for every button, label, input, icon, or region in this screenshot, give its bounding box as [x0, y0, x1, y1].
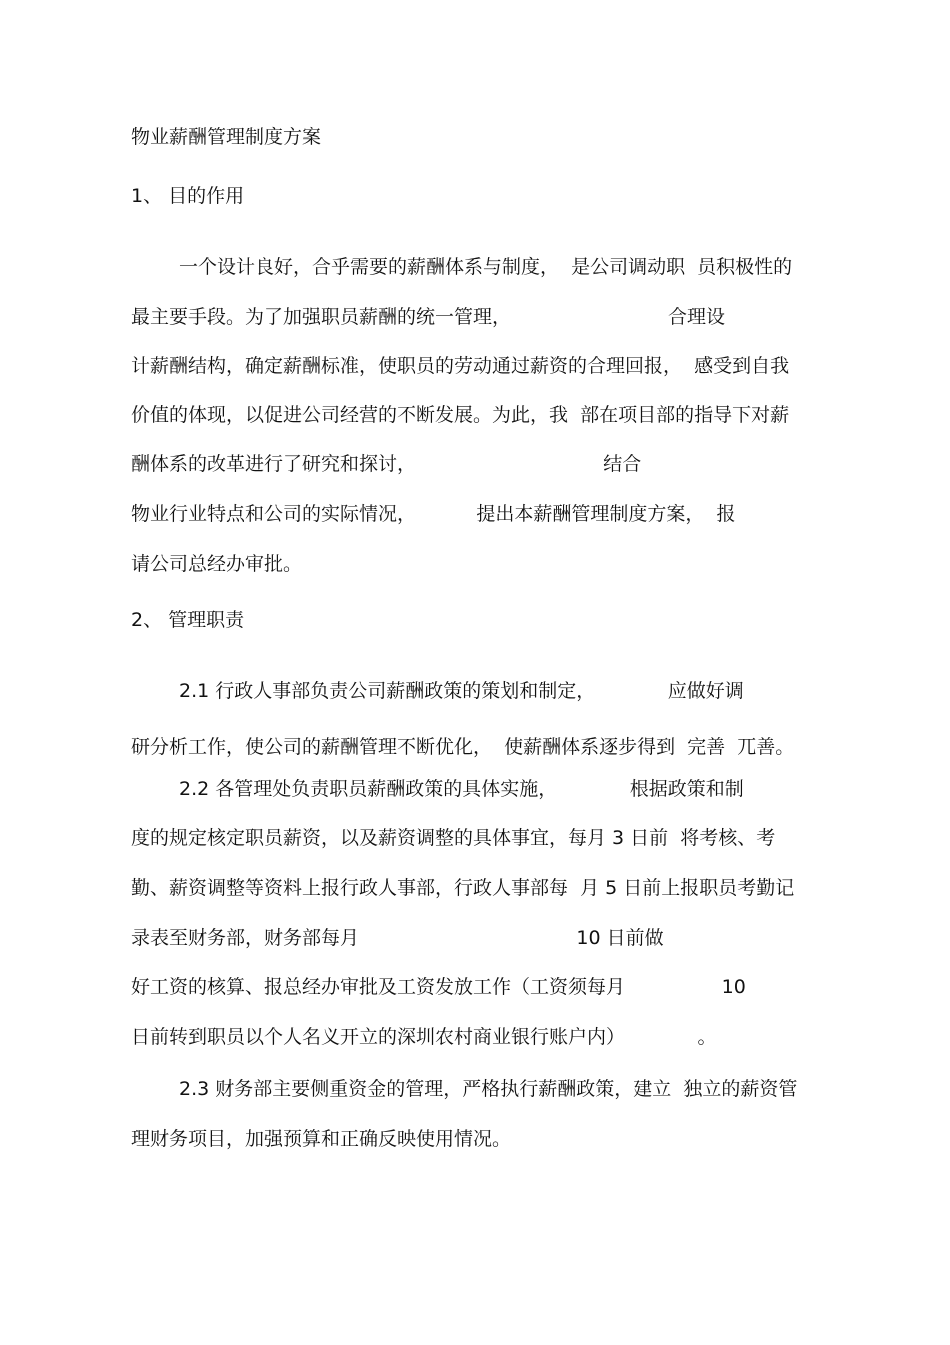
paragraph-2-2-line: 2.2 各管理处负责职员薪酬政策的具体实施， 根据政策和制	[179, 778, 744, 800]
section-1-line: 一个设计良好，合乎需要的薪酬体系与制度， 是公司调动职 员积极性的	[179, 256, 793, 278]
section-2-heading: 2、 管理职责	[131, 609, 245, 631]
section-1-line: 物业行业特点和公司的实际情况， 提出本薪酬管理制度方案， 报	[131, 503, 736, 525]
section-1-line: 计薪酬结构，确定薪酬标准，使职员的劳动通过薪资的合理回报， 感受到自我	[131, 355, 790, 377]
paragraph-2-2-line: 好工资的核算、报总经办审批及工资发放工作（工资须每月 10	[131, 976, 746, 998]
section-1-line: 最主要手段。为了加强职员薪酬的统一管理， 合理设	[131, 306, 726, 328]
paragraph-2-2-line: 录表至财务部，财务部每月 10 日前做	[131, 927, 664, 949]
paragraph-2-1-line: 2.1 行政人事部负责公司薪酬政策的策划和制定， 应做好调	[179, 680, 744, 702]
paragraph-2-1-line: 研分析工作，使公司的薪酬管理不断优化， 使薪酬体系逐步得到 完善 兀善。	[131, 736, 795, 758]
section-1-heading: 1、 目的作用	[131, 185, 245, 207]
paragraph-2-3-line: 理财务项目，加强预算和正确反映使用情况。	[131, 1128, 512, 1150]
section-1-line: 价值的体现，以促进公司经营的不断发展。为此，我 部在项目部的指导下对薪	[131, 404, 790, 426]
paragraph-2-2-line: 勤、薪资调整等资料上报行政人事部，行政人事部每 月 5 日前上报职员考勤记	[131, 877, 795, 899]
paragraph-2-2-line: 度的规定核定职员薪资，以及薪资调整的具体事宜，每月 3 日前 将考核、考	[131, 827, 776, 849]
section-1-line: 酬体系的改革进行了研究和探讨， 结合	[131, 453, 642, 475]
section-1-line: 请公司总经办审批。	[131, 553, 303, 575]
paragraph-2-3-line: 2.3 财务部主要侧重资金的管理，严格执行薪酬政策，建立 独立的薪资管	[179, 1078, 798, 1100]
paragraph-2-2-line: 日前转到职员以个人名义开立的深圳农村商业银行账户内） 。	[131, 1026, 717, 1048]
document-title: 物业薪酬管理制度方案	[131, 126, 322, 148]
